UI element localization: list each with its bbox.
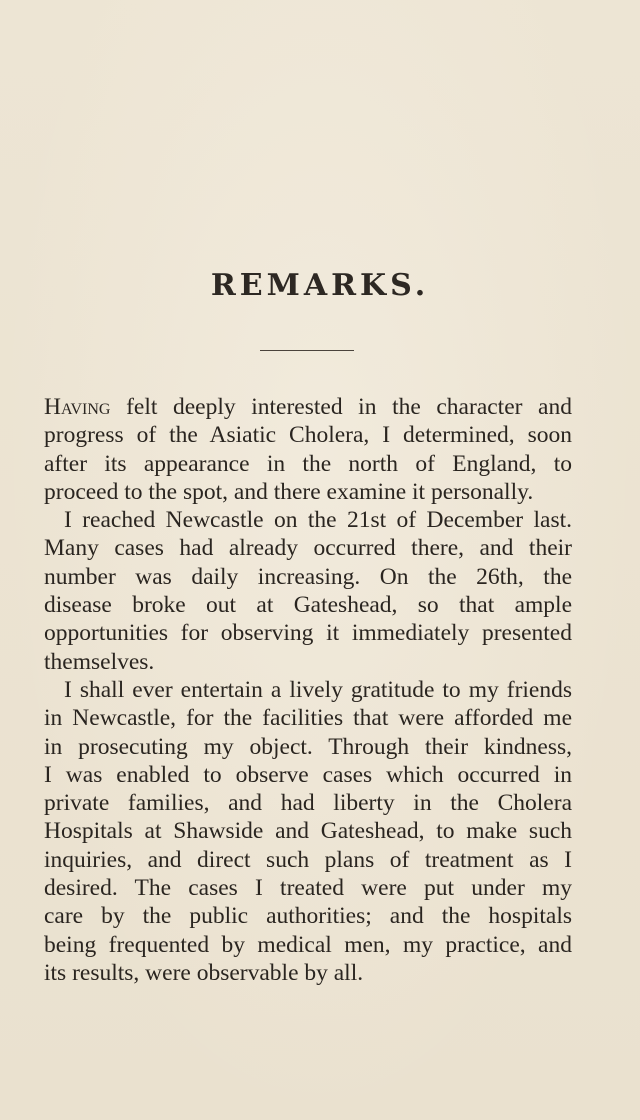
text-line: themselves. — [44, 648, 155, 675]
text-line: disease broke out at Gateshead, so that ample — [44, 592, 572, 619]
text-line: care by the public authorities; and the hospitals — [44, 903, 572, 930]
lead-word: Having — [44, 394, 111, 420]
text-line: private families, and had liberty in the Cholera — [44, 790, 572, 817]
text-line — [44, 393, 572, 421]
text-line: inquiries, and direct such plans of treatment as I — [44, 846, 572, 873]
text-line: after its appearance in the north of England, to — [44, 450, 572, 477]
text-line: being frequented by medical men, my practice, and — [44, 931, 572, 958]
text-line: I was enabled to observe cases which occurred in — [44, 761, 572, 788]
text-line: Many cases had already occurred there, and their — [44, 535, 572, 562]
text-line: opportunities for observing it immediately presented — [44, 620, 572, 647]
text-line: I reached Newcastle on the 21st of December last. — [64, 507, 572, 534]
text-line-content: felt deeply interested in the character and — [110, 394, 572, 420]
text-line: Hospitals at Shawside and Gateshead, to make such — [44, 818, 572, 845]
text-line: I shall ever entertain a lively gratitude to my friends — [64, 676, 572, 703]
text-line: proceed to the spot, and there examine it personally. — [44, 478, 534, 505]
body-text — [44, 393, 572, 987]
text-line: progress of the Asiatic Cholera, I determined, soon — [44, 422, 572, 449]
page-title: REMARKS. — [210, 268, 430, 303]
text-line: in Newcastle, for the facilities that were afforded me — [44, 705, 572, 732]
title-divider — [260, 350, 354, 351]
text-line: its results, were observable by all. — [44, 959, 364, 986]
text-line: in prosecuting my object. Through their kindness, — [44, 733, 572, 760]
text-line: desired. The cases I treated were put under my — [44, 875, 572, 902]
text-line: number was daily increasing. On the 26th, the — [44, 563, 572, 590]
